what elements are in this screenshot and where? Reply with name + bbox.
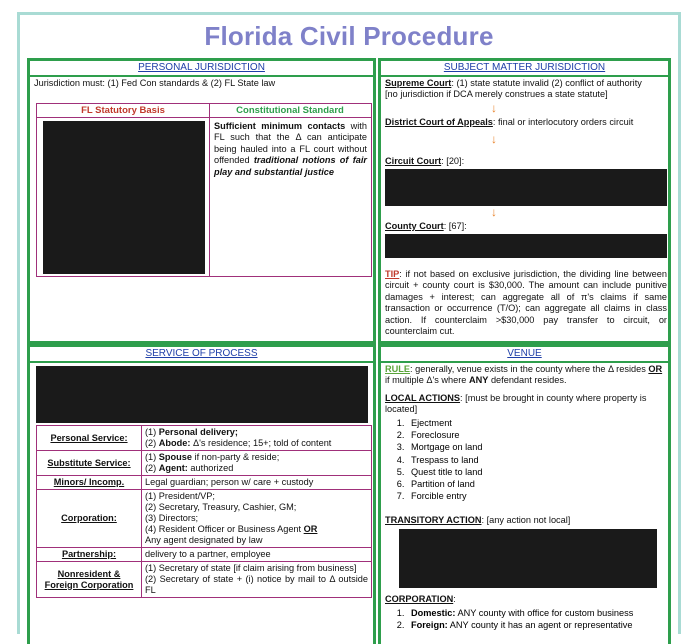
subject-matter-box <box>378 58 671 344</box>
local-actions-list <box>385 417 677 502</box>
list-item: 2. Foreclosure <box>407 429 677 441</box>
table-row <box>37 562 372 598</box>
corp-label: CORPORATION <box>385 594 454 604</box>
item-bold: Domestic: <box>411 608 456 618</box>
standard-italic: traditional notions of fair play and substantial justice <box>214 155 367 177</box>
list-item: 7. Forcible entry <box>407 490 677 502</box>
item-bold: Spouse <box>158 452 192 462</box>
venue-corp-list <box>385 607 681 631</box>
circuit-court <box>385 156 667 167</box>
tip <box>385 269 667 337</box>
item-text: ANY county with office for custom business <box>455 608 634 618</box>
arrow-down-icon: ↓ <box>491 132 497 146</box>
item-text: authorized <box>187 463 234 473</box>
item-prefix: (1) <box>145 452 159 462</box>
item-text: (4) Resident Officer or Business Agent <box>145 524 304 534</box>
page-title: Florida Civil Procedure <box>204 21 494 51</box>
standard-bold: Sufficient minimum contacts <box>214 121 346 131</box>
service-value <box>142 562 372 598</box>
item-text: (1) Secretary of state [if claim arising from business] <box>145 563 357 573</box>
venue-header: VENUE <box>381 347 668 363</box>
table-row <box>37 476 372 490</box>
service-key: Minors/ Incomp. <box>37 476 142 490</box>
supreme-court <box>385 78 667 101</box>
item-text: (1) President/VP; <box>145 491 215 501</box>
transitory-text: : [any action not local] <box>481 515 571 525</box>
service-key: Personal Service: <box>37 426 142 451</box>
supreme-note: [no jurisdiction if DCA merely construes a state statute] <box>385 89 608 100</box>
redaction-block <box>36 366 368 423</box>
redaction-block <box>385 169 667 206</box>
service-value <box>142 426 372 451</box>
list-item: 6. Partition of land <box>407 478 677 490</box>
local-label: LOCAL ACTIONS <box>385 393 461 403</box>
item-text: ANY county it has an agent or representative <box>447 620 633 631</box>
arrow-down-icon: ↓ <box>491 101 497 115</box>
item-text: (3) Directors; <box>145 513 199 523</box>
rule-label: RULE <box>385 364 411 374</box>
standard-mid: with FL such that the Δ can anticipate being hauled into a FL court without offended <box>214 121 367 166</box>
item-bold: OR <box>303 524 318 534</box>
service-key: Substitute Service: <box>37 451 142 476</box>
county-text: : [67]: <box>443 221 467 231</box>
service-table <box>36 425 372 598</box>
list-item <box>407 607 681 619</box>
table-row <box>37 490 372 548</box>
rule-text: defendant resides. <box>488 375 567 386</box>
service-value: Legal guardian; person w/ care + custody <box>142 476 372 490</box>
redaction-block <box>399 529 657 588</box>
item-bold: Personal delivery; <box>158 427 238 437</box>
item-text: (2) Secretary of state + (i) notice by mail to Δ outside FL <box>145 574 368 595</box>
venue-corporation: CORPORATION: <box>385 594 456 604</box>
dca <box>385 117 667 128</box>
rule-text: : generally, venue exists in the county where the Δ resides <box>410 364 649 374</box>
item-prefix: (2) <box>145 463 159 473</box>
item-text: if non-party & reside; <box>191 452 280 462</box>
dca-text: : final or interlocutory orders circuit <box>492 117 634 127</box>
personal-jurisdiction-header: PERSONAL JURISDICTION <box>30 61 373 77</box>
constitutional-standard-header: Constitutional Standard <box>209 104 371 118</box>
pj-intro: Jurisdiction must: (1) Fed Con standards & (2) FL State law <box>34 78 276 88</box>
page <box>17 12 681 634</box>
statutory-table <box>36 103 372 277</box>
transitory-label: TRANSITORY ACTION <box>385 515 482 525</box>
subject-matter-header: SUBJECT MATTER JURISDICTION <box>381 61 668 77</box>
list-item <box>407 619 681 631</box>
personal-jurisdiction-box <box>27 58 376 344</box>
service-header: SERVICE OF PROCESS <box>30 347 373 363</box>
item-bold: Foreign: <box>411 620 448 631</box>
item-prefix: (1) <box>145 427 159 437</box>
service-of-process-box <box>27 344 376 644</box>
table-row <box>37 451 372 476</box>
service-key: Corporation: <box>37 490 142 548</box>
county-court <box>385 221 667 232</box>
tip-text: : if not based on exclusive jurisdiction, the dividing line between circuit + county court is $30,000. The amount can include punitive damages + interest; can aggregate all of π's claims if same transaction or occurrence (T/O); can aggregate all claims in class action. If counterclaim >$30,000 pay transfer to circuit, or counterclaim cut. <box>385 269 667 337</box>
transitory-action <box>385 515 667 526</box>
rule-any: ANY <box>468 375 489 386</box>
list-item: 1. Ejectment <box>407 417 677 429</box>
item-bold: Agent: <box>158 463 188 473</box>
service-value <box>142 490 372 548</box>
service-value <box>142 451 372 476</box>
supreme-text: : (1) state statute invalid (2) conflict of authority <box>451 78 642 88</box>
supreme-label: Supreme Court <box>385 78 452 88</box>
table-divider <box>209 117 210 276</box>
constitutional-standard-text <box>214 121 367 178</box>
service-value: delivery to a partner, employee <box>142 548 372 562</box>
list-item: 5. Quest title to land <box>407 466 677 478</box>
service-key: Nonresident & Foreign Corporation <box>37 562 142 598</box>
item-text: Δ's residence; 15+; told of content <box>190 438 332 448</box>
redaction-block <box>385 234 667 258</box>
redaction-block <box>43 121 205 274</box>
list-item: 4. Trespass to land <box>407 454 677 466</box>
item-text: (2) Secretary, Treasury, Cashier, GM; <box>145 502 297 512</box>
item-bold: Abode: <box>158 438 191 448</box>
tip-label: TIP <box>385 269 400 279</box>
statutory-basis-header: FL Statutory Basis <box>37 104 210 118</box>
service-key: Partnership: <box>37 548 142 562</box>
local-actions <box>385 393 667 416</box>
list-item: 3. Mortgage on land <box>407 441 677 453</box>
circuit-label: Circuit Court <box>385 156 442 166</box>
table-row <box>37 426 372 451</box>
item-text: Any agent designated by law <box>145 535 263 545</box>
county-label: County Court <box>385 221 444 231</box>
circuit-text: : [20]: <box>441 156 465 166</box>
venue-box <box>378 344 671 644</box>
table-row <box>37 548 372 562</box>
arrow-down-icon: ↓ <box>491 205 497 219</box>
rule-or: OR <box>648 364 663 374</box>
venue-rule <box>385 364 667 387</box>
dca-label: District Court of Appeals <box>385 117 493 127</box>
item-prefix: (2) <box>145 438 159 448</box>
local-text: : [must be brought in county where property is located] <box>385 393 647 415</box>
rule-text: if multiple Δ's where <box>385 375 469 386</box>
